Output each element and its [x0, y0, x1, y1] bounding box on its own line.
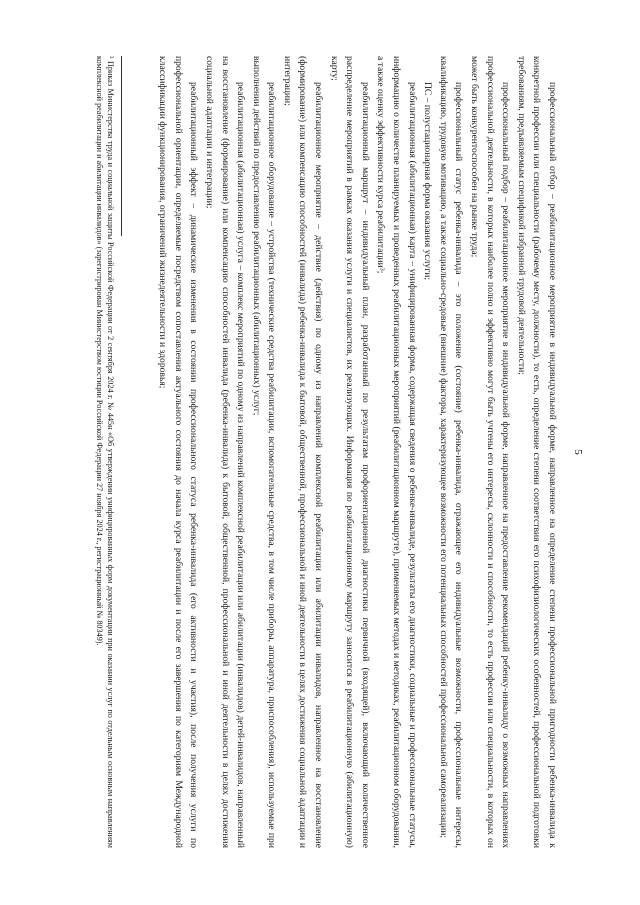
- page-number: 5: [572, 449, 584, 455]
- paragraph: реабилитационный эффект – динамические изменения в состоянии профессионального статуса ребенка-инвалида (его активности и участия), после получения услуги по профессиональной ориентации, определяемые посредством сопоставления актуального состояния до начала курса реабилитации и после его завершения по категориям Международной классификации функционирования, ограничений жизнедеятельности и здоровья;: [157, 56, 200, 848]
- body-text: [155, 56, 560, 848]
- paragraph: реабилитационная (абилитационная) карта – унифицированная форма, содержащая сведения о ребенке-инвалиде, результаты его диагностики, социальные и профессиональные статусы, информацию о количестве планируемых и проведенных реабилитационных мероприятий (реабилитационном маршруте), применяемых методах и методиках, реабилитационном оборудовании, а также оценку эффективности курса реабилитации³;: [375, 56, 418, 848]
- paragraph: реабилитационная (абилитационная) услуга – комплекс мероприятий по одному из направлений комплексной реабилитации или абилитации (инвалидов) детей-инвалидов, направленный на восстановление (формирование) или компенсацию способностей инвалида (ребенка-инвалида) к бытовой, общественной, профессиональной и иной деятельности в целях достижения социальной адаптации и интеграции;: [203, 56, 247, 848]
- footnote: ³ Приказ Министерства труда и социальной защиты Российской Федерации от 2 сентября 2024 г. № 445н «Об утверждении унифицированных форм документации при оказании услуг по отдельным основным направлениям комплексной реабилитации и абилитации инвалидов» (зарегистрирован Министерством юстиции Российской Федерации 27 ноября 2024 г., регистрационный № 80349).: [95, 56, 115, 848]
- paragraph: профессиональный отбор – реабилитационное мероприятие в индивидуальной форме, направленное на определение степени профессиональной пригодности ребенка-инвалида к конкретной профессии или специальности (рабочему месту, должности), то есть, определение степени соответствия его психофизиологических особенностей, профессиональной подготовки требованиям, предъявляемым спецификой избранной трудовой деятельности;: [515, 56, 558, 848]
- paragraph: ПС – полустационарная форма оказания услуги;: [422, 82, 434, 280]
- paragraph: реабилитационное оборудование – устройства (технические средства реабилитации, вспомогательные средства, в том числе приборы, аппаратура, приспособления), используемые при выполнении действий по предоставлению реабилитационных (абилитационных) услуг;: [250, 56, 278, 848]
- paragraph: реабилитационное мероприятие – действие (действия) по одному из направлений комплексной реабилитации или абилитации инвалидов, направленное на восстановление (формирование) или компенсацию способностей (инвалида) ребенка-инвалида к бытовой, общественной, профессиональной и иной деятельности в целях достижения социальной адаптации и интеграции;: [281, 56, 325, 848]
- rotated-page-content: [50, 22, 590, 882]
- footnote-divider: [121, 56, 122, 236]
- paragraph: профессиональный статус ребенка-инвалида – это положение (состояние) ребенка-инвалида, отражающее его индивидуальные возможности, профессиональные интересы, квалификацию, трудовую мотивацию, а также социально-средовые (внешние) факторы, характеризующее возможности его потенциальных способностей профессиональной самореализации;: [437, 56, 465, 848]
- paragraph: профессиональный подбор – реабилитационное мероприятие в индивидуальной форме, направленное на предоставление рекомендаций ребенку-инвалиду о возможных направлениях профессиональной деятельности, в которых наиболее полно и эффективно могут быть учтены его интересы, склонности и способности, то есть профессии или специальности, в которых он может быть конкурентоспособен на рынке труда;: [469, 56, 512, 848]
- paragraph: реабилитационный маршрут – индивидуальный план, разработанный по результатам профориентационной диагностики первичной (входящей), включающий количественное распределение мероприятий в рамках оказания услуги и специалистов, их реализующих. Информация по реабилитационному маршруту заносится в реабилитационную (абилитационную) карту;: [328, 56, 371, 848]
